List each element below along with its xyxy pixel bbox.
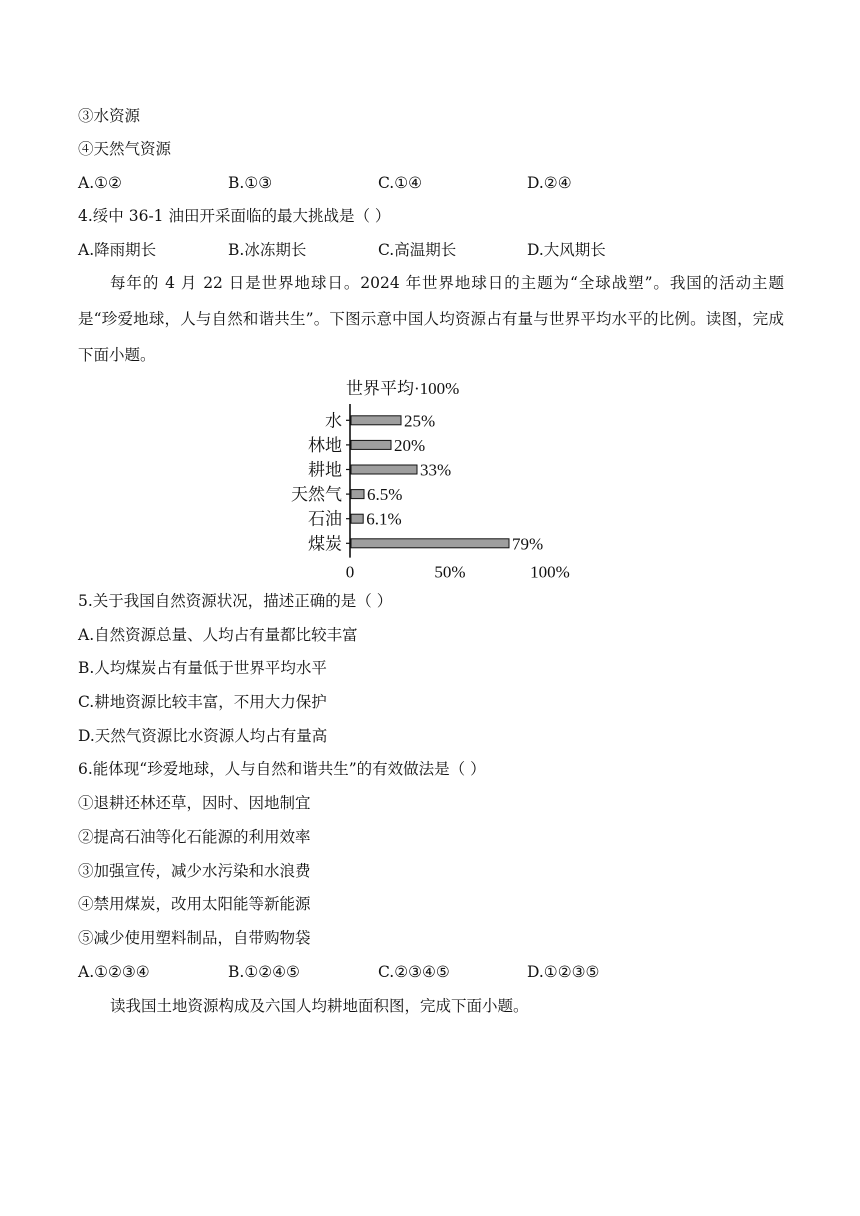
q3-answer-b: B.①③ [228, 174, 273, 192]
value-label: 6.5% [367, 485, 403, 505]
q5-answer-c: C.耕地资源比较丰富，不用大力保护 [78, 693, 327, 711]
q3-answer-d: D.②④ [527, 174, 572, 192]
q6-stem: 6.能体现“珍爱地球，人与自然和谐共生”的有效做法是（ ） [78, 760, 486, 778]
q6-answer-d: D.①②③⑤ [527, 963, 600, 981]
x-tick-label: 0 [345, 562, 355, 578]
category-label: 天然气 [291, 485, 342, 505]
q6-answer-b: B.①②④⑤ [228, 963, 300, 981]
q6-item-4: ④禁用煤炭，改用太阳能等新能源 [78, 895, 311, 913]
chart-body [291, 404, 570, 578]
q3-answer-c: C.①④ [378, 174, 423, 192]
bar [351, 465, 417, 474]
q5-answer-b: B.人均煤炭占有量低于世界平均水平 [78, 659, 327, 677]
q5-answer-d: D.天然气资源比水资源人均占有量高 [78, 727, 328, 745]
option-water-resource: ③水资源 [78, 107, 141, 125]
q4-answer-c: C.高温期长 [378, 241, 457, 259]
q4-answer-a: A.降雨期长 [78, 241, 157, 259]
category-label: 耕地 [308, 460, 342, 480]
resource-bar-chart [280, 372, 590, 578]
q6-item-3: ③加强宣传，减少水污染和水浪费 [78, 862, 311, 880]
q3-answer-a: A.①② [78, 174, 122, 192]
category-label: 水 [325, 411, 342, 431]
bar [351, 490, 364, 499]
q4-answer-b: B.冰冻期长 [228, 241, 307, 259]
q6-item-1: ①退耕还林还草，因时、因地制宜 [78, 794, 311, 812]
value-label: 33% [420, 460, 452, 480]
q5-answer-a: A.自然资源总量、人均占有量都比较丰富 [78, 626, 358, 644]
category-label: 煤炭 [308, 534, 342, 554]
bar [351, 539, 509, 548]
q4-stem: 4.绥中 36-1 油田开采面临的最大挑战是（ ） [78, 207, 391, 225]
value-label: 25% [404, 411, 436, 431]
chart-title: 世界平均·100% [346, 379, 460, 398]
value-label: 79% [512, 534, 544, 554]
q4-answer-d: D.大风期长 [527, 241, 606, 259]
x-tick-label: 100% [530, 562, 570, 578]
q6-answer-a: A.①②③④ [78, 963, 150, 981]
option-gas-resource: ④天然气资源 [78, 140, 172, 158]
category-label: 林地 [308, 435, 342, 455]
value-label: 6.1% [366, 509, 402, 529]
value-label: 20% [394, 435, 426, 455]
q6-item-5: ⑤减少使用塑料制品，自带购物袋 [78, 929, 311, 947]
q6-answer-c: C.②③④⑤ [378, 963, 450, 981]
category-label: 石油 [308, 509, 342, 529]
intro-paragraph: 每年的 4 月 22 日是世界地球日。2024 年世界地球日的主题为“全球战塑”。我国的活动主题是“珍爱地球，人与自然和谐共生”。下图示意中国人均资源占有量与世界平均水平的比例。读图，完成下面小题。 [78, 274, 784, 364]
x-tick-label: 50% [434, 562, 466, 578]
closing-prompt: 读我国土地资源构成及六国人均耕地面积图，完成下面小题。 [110, 997, 529, 1015]
bar [351, 416, 401, 425]
bar [351, 514, 363, 523]
q6-item-2: ②提高石油等化石能源的利用效率 [78, 828, 311, 846]
q5-stem: 5.关于我国自然资源状况，描述正确的是（ ） [78, 592, 393, 610]
bar [351, 440, 391, 449]
